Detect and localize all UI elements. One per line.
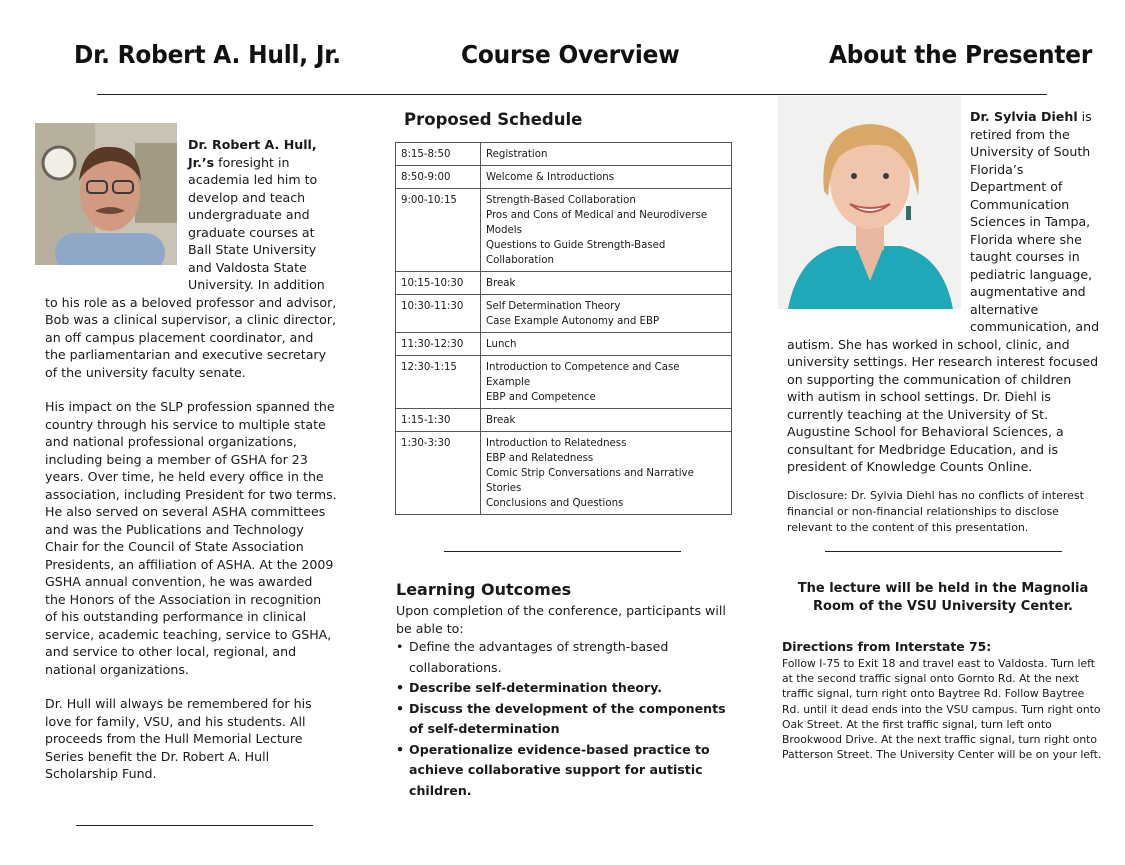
schedule-row — [396, 356, 732, 409]
schedule-activity-item: EBP and Relatedness — [486, 453, 594, 464]
schedule-time: 11:30-12:30 — [396, 333, 481, 356]
schedule-time: 1:30-3:30 — [396, 432, 481, 515]
schedule-activity-item: Introduction to Relatedness — [486, 438, 627, 449]
hull-bio-paragraph-1: Dr. Robert A. Hull, Jr.’s foresight in academia led him to develop and teach undergraduate and graduate courses at Ball State University and Valdosta State University. In addition to his role as a beloved professor and advisor, Bob was a clinical supervisor, a clinic director, an off campus placement coordinator, and the parliamentarian and executive secretary of the university faculty senate. — [45, 137, 337, 380]
schedule-activity-item: Pros and Cons of Medical and Neurodiverse Models — [486, 210, 708, 236]
schedule-time: 8:15-8:50 — [396, 143, 481, 166]
schedule-activity-item: Break — [486, 415, 516, 426]
top-divider — [97, 94, 1047, 95]
schedule-row — [396, 333, 732, 356]
schedule-activity — [481, 356, 732, 409]
outcome-item: • Define the advantages of strength-based collaborations. — [396, 637, 736, 678]
schedule-activity — [481, 143, 732, 166]
lecture-location: The lecture will be held in the Magnolia Room of the VSU University Center. — [797, 581, 1089, 614]
hull-bio — [45, 136, 337, 800]
schedule-row — [396, 432, 732, 515]
presenter-name: Dr. Sylvia Diehl — [970, 109, 1078, 124]
schedule-activity — [481, 189, 732, 272]
presenter-bio-text: is retired from the University of South Florida’s Department of Communication Sciences in Tampa, Florida where she taught courses in pediatric language, augmentative and alternative communication, and autism. She has worked in school, clinic, and university settings. Her research interest focused on supporting the communication of children with autism in school settings. Dr. Diehl is currently teaching at the University of St. Augustine School for Behavioral Sciences, a consultant for Medbridge Education, and is president of Knowledge Counts Online. — [787, 109, 1100, 474]
directions-text: Follow I-75 to Exit 18 and travel east to Valdosta. Turn left at the second traffic signal onto Gornto Rd. At the next traffic signal, turn right onto Baytree Rd. Follow Baytree Rd. until it dead ends into the VSU campus. Turn right onto Oak Street. At the first traffic signal, turn left onto Brookwood Drive. At the next traffic signal, turn right onto Patterson Street. The University Center will be on your left. — [782, 657, 1102, 762]
schedule-activity — [481, 333, 732, 356]
outcome-item: • Discuss the development of the components of self-determination — [396, 699, 736, 740]
schedule-activity-item: Strength-Based Collaboration — [486, 195, 636, 206]
schedule-activity-item: Welcome & Introductions — [486, 172, 615, 183]
schedule-activity — [481, 272, 732, 295]
schedule-activity-item: Case Example Autonomy and EBP — [486, 316, 660, 327]
presenter-disclosure: Disclosure: Dr. Sylvia Diehl has no conflicts of interest financial or non-financial relationships to disclose relevant to the content of this presentation. — [787, 489, 1084, 534]
hull-bio-paragraph-3: Dr. Hull will always be remembered for his love for family, VSU, and his students. All proceeds from the Hull Memorial Lecture Series benefit the Dr. Robert A. Hull Scholarship Fund. — [45, 696, 312, 781]
schedule-time: 10:30-11:30 — [396, 295, 481, 333]
directions-title: Directions from Interstate 75: — [782, 639, 992, 654]
schedule-row — [396, 166, 732, 189]
schedule-activity-item: Introduction to Competence and Case Example — [486, 362, 680, 388]
heading-about-presenter: About the Presenter — [829, 40, 1093, 69]
hull-bio-paragraph-2: His impact on the SLP profession spanned the country through his service to multiple state and national professional organizations, including being a member of GSHA for 23 years. Over time, he held every office in the association, including President for two terms. He also served on several ASHA committees and was the Publications and Technology Chair for the Council of State Association Presidents, an affiliation of ASHA. At the 2009 GSHA annual convention, he was awarded the Honors of the Association in recognition of his outstanding performance in clinical service, academic teaching, service to GSHA, and service to other local, regional, and national organizations. — [45, 399, 337, 677]
heading-course-overview: Course Overview — [461, 40, 680, 69]
outcomes-list — [396, 637, 736, 801]
schedule-activity-item: Self Determination Theory — [486, 301, 621, 312]
left-bottom-divider — [76, 825, 313, 826]
schedule-title: Proposed Schedule — [404, 110, 583, 129]
outcomes-intro: Upon completion of the conference, participants will be able to: — [396, 603, 726, 636]
schedule-row — [396, 409, 732, 432]
schedule-time: 8:50-9:00 — [396, 166, 481, 189]
schedule-time: 1:15-1:30 — [396, 409, 481, 432]
schedule-activity-item: Comic Strip Conversations and Narrative Stories — [486, 468, 694, 494]
schedule-row — [396, 143, 732, 166]
schedule-table — [395, 142, 732, 515]
schedule-time: 9:00-10:15 — [396, 189, 481, 272]
schedule-activity-item: Questions to Guide Strength-Based Collaboration — [486, 240, 666, 266]
schedule-row — [396, 295, 732, 333]
schedule-time: 12:30-1:15 — [396, 356, 481, 409]
schedule-time: 10:15-10:30 — [396, 272, 481, 295]
schedule-activity — [481, 166, 732, 189]
schedule-activity — [481, 409, 732, 432]
middle-divider — [444, 551, 681, 552]
heading-hull: Dr. Robert A. Hull, Jr. — [74, 40, 341, 69]
schedule-activity-item: Break — [486, 278, 516, 289]
right-divider — [825, 551, 1062, 552]
schedule-activity — [481, 295, 732, 333]
hull-name: Dr. Robert A. Hull, Jr.’s — [188, 137, 317, 170]
schedule-activity — [481, 432, 732, 515]
outcome-item: • Describe self-determination theory. — [396, 678, 736, 699]
diehl-bio — [787, 108, 1100, 476]
schedule-activity-item: EBP and Competence — [486, 392, 596, 403]
outcomes-title: Learning Outcomes — [396, 580, 572, 599]
schedule-row — [396, 272, 732, 295]
schedule-row — [396, 189, 732, 272]
schedule-activity-item: Lunch — [486, 339, 517, 350]
schedule-activity-item: Conclusions and Questions — [486, 498, 624, 509]
schedule-activity-item: Registration — [486, 149, 548, 160]
outcome-item: • Operationalize evidence-based practice to achieve collaborative support for autistic children. — [396, 740, 736, 802]
